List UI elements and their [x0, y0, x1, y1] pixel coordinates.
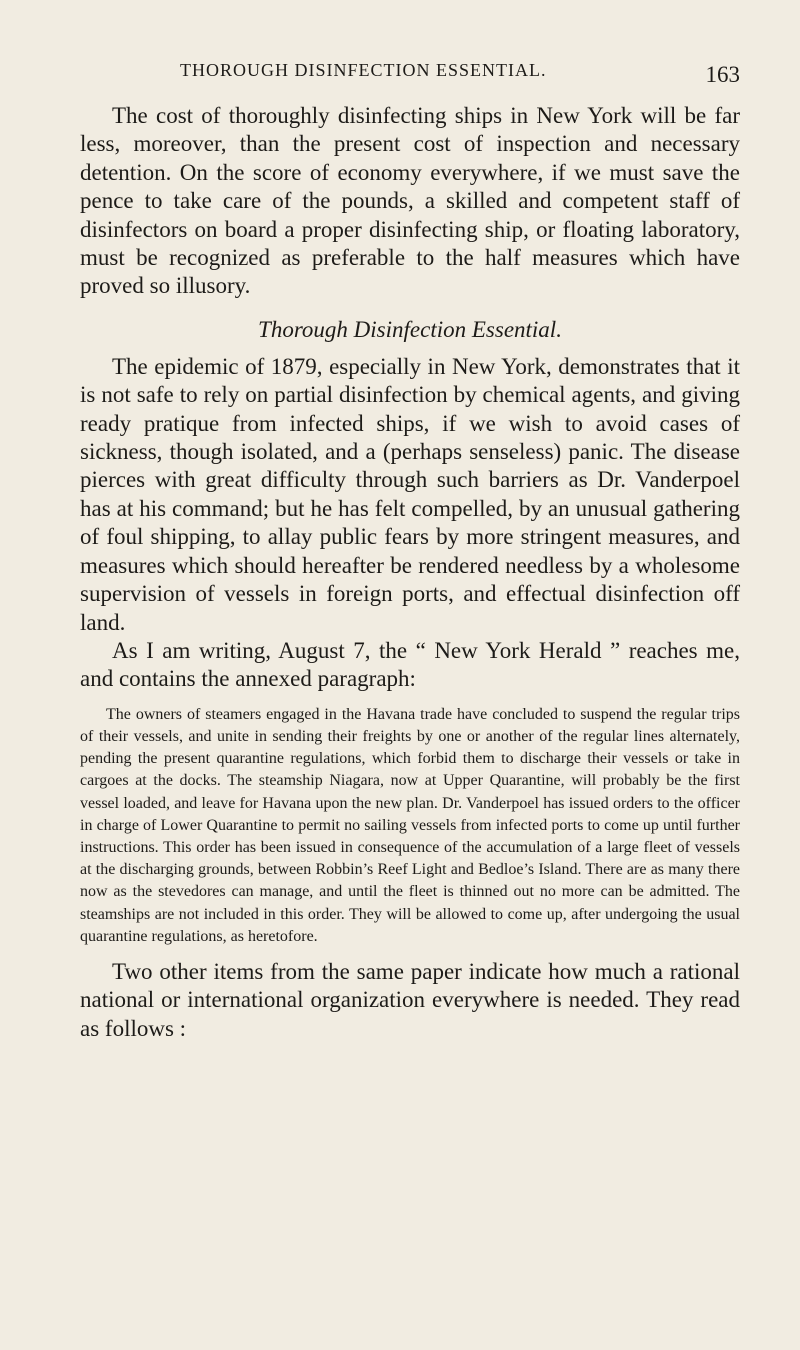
body-text	[80, 102, 740, 1043]
quote-text: The owners of steamers engaged in the Havana trade have concluded to suspend the regular trips of their vessels, and unite in sending their freights by one or another of the regular lines alternately, pending the present quarantine regulations, which forbid them to discharge their vessels or take in cargoes at the docks. The steamship Niagara, now at Upper Quarantine, will probably be the first vessel loaded, and leave for Havana upon the new plan. Dr. Vanderpoel has issued orders to the officer in charge of Lower Quarantine to permit no sailing vessels from infected ports to come up until further instructions. This order has been issued in consequence of the accumulation of a large fleet of vessels at the discharging grounds, between Robbin’s Reef Light and Bedloe’s Island. There are as many there now as the stevedores can manage, and until the fleet is thinned out no more can be admitted. The steamships are not included in this order. They will be allowed to come up, after undergoing the usual quarantine regulations, as heretofore.	[80, 705, 740, 945]
paragraph-epidemic: The epidemic of 1879, especially in New York, demonstrates that it is not safe to rely on partial disinfection by chemical agents, and giving ready pratique from infected ships, if we wish to avoid cases of sickness, though isolated, and a (perhaps senseless) panic. The disease pierces with great difficulty through such barriers as Dr. Vanderpoel has at his command; but he has felt compelled, by an unusual gathering of foul shipping, to allay public fears by more stringent measures, and measures which should hereafter be rendered needless by a wholesome supervision of vessels in foreign ports, and effectual disinfection off land.	[80, 353, 740, 635]
paragraph-herald: As I am writing, August 7, the “ New York Herald ” reaches me, and contains the annexed paragraph:	[80, 637, 740, 692]
paragraph-two-items: Two other items from the same paper indicate how much a rational national or international organization everywhere is needed. They read as follows :	[80, 958, 740, 1041]
running-head	[80, 42, 740, 87]
running-title: THOROUGH DISINFECTION ESSENTIAL.	[180, 60, 547, 80]
section-heading: Thorough Disinfection Essential.	[258, 316, 562, 342]
page-number: 163	[705, 62, 740, 87]
quoted-paragraph	[80, 704, 740, 948]
paragraph-cost: The cost of thoroughly disinfecting ships in New York will be far less, moreover, than the present cost of inspection and necessary detention. On the score of economy everywhere, if we must save the pence to take care of the pounds, a skilled and competent staff of disinfectors on board a proper disinfecting ship, or floating laboratory, must be recognized as preferable to the half measures which have proved so illusory.	[80, 103, 740, 299]
